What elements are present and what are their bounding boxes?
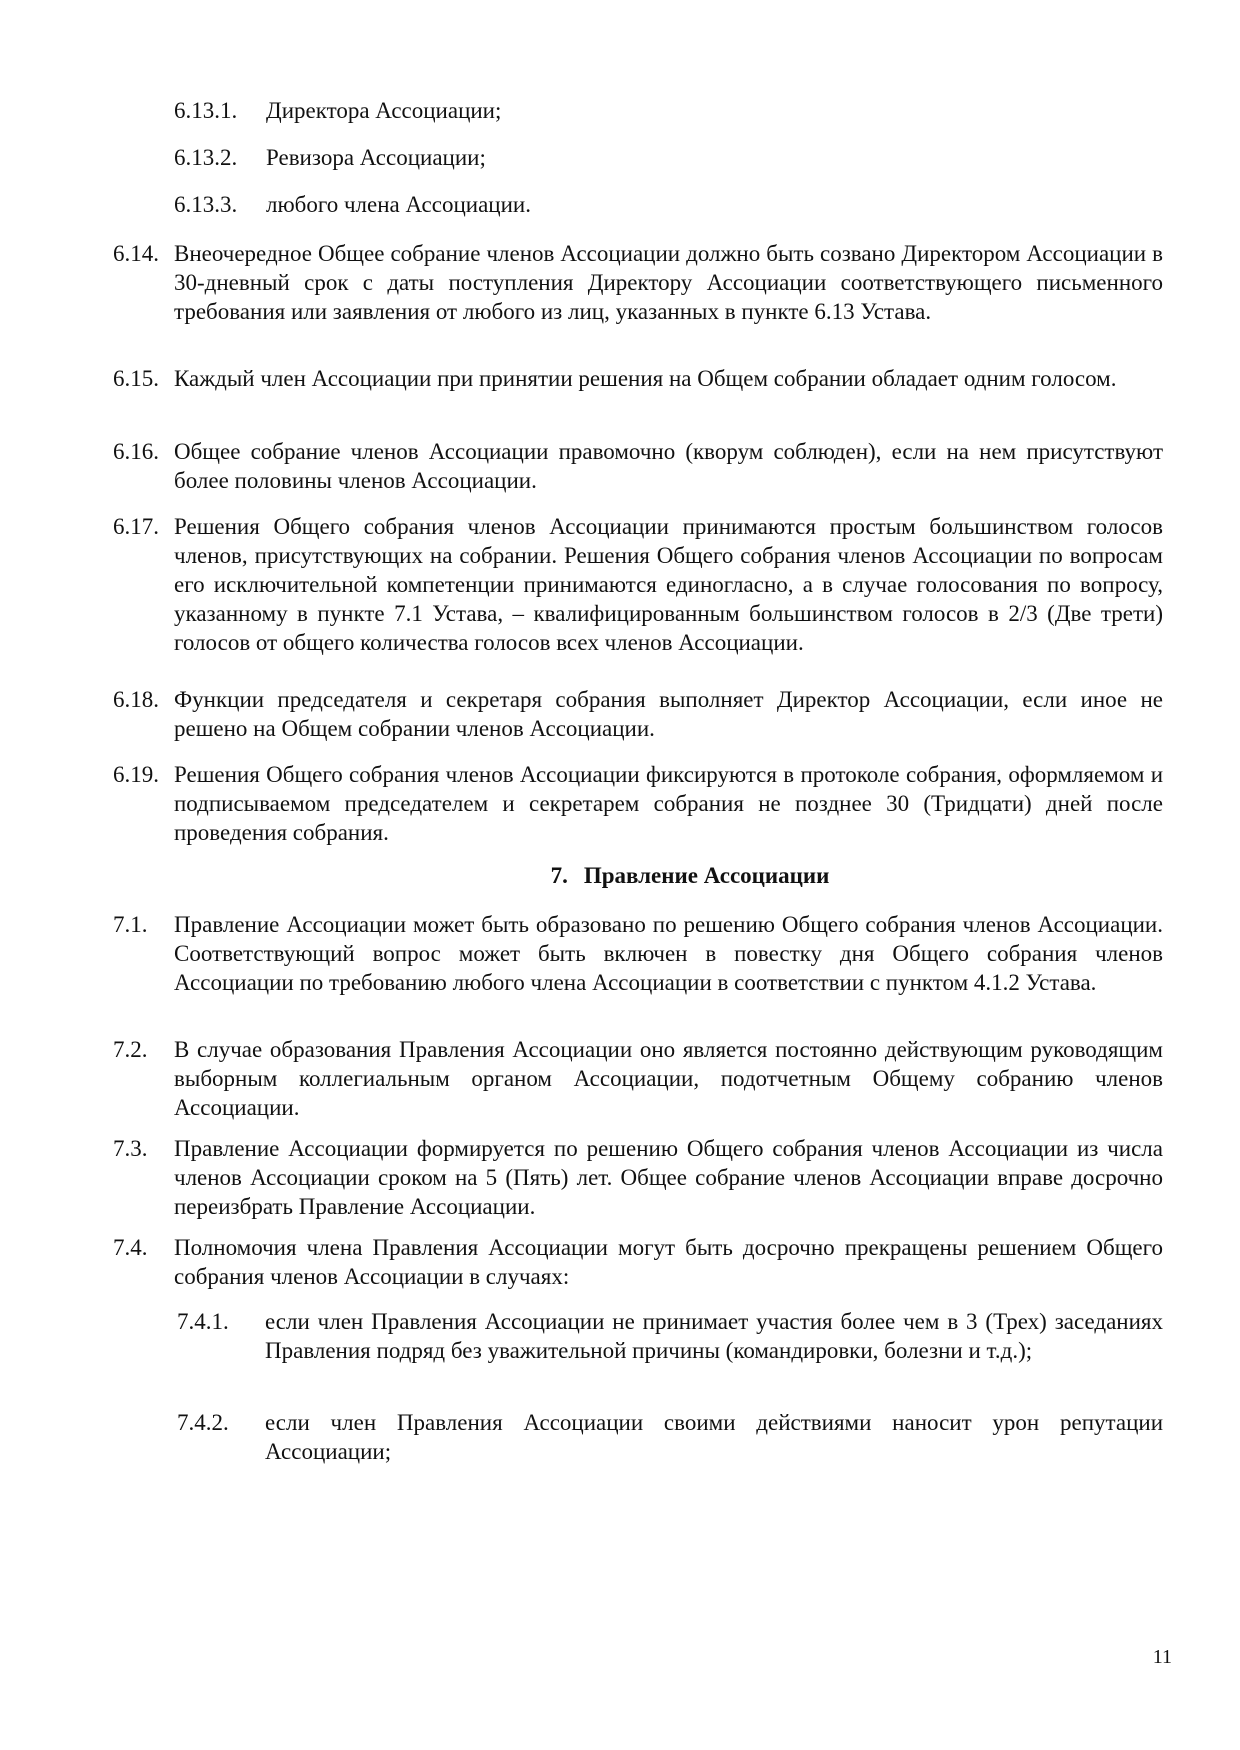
item-number: 7.2. [113,1037,148,1062]
item-number: 7.4.1. [177,1309,229,1334]
item-text: если член Правления Ассоциации не принимает участия более чем в 3 (Трех) заседаниях Правления подряд без уважительной причины (командировки, болезни и т.д.); [265,1309,1163,1363]
sub-item-6-13-3 [174,190,1174,219]
item-6-16 [113,437,1163,495]
item-text: если член Правления Ассоциации своими действиями наносит урон репутации Ассоциации; [265,1410,1163,1464]
sub-item-7-4-1 [177,1307,1163,1365]
item-text: Решения Общего собрания членов Ассоциации принимаются простым большинством голосов членов, присутствующих на собрании. Решения Общего собрания членов Ассоциации по вопросам его исключительной компетенции принимаются единогласно, а в случае голосования по вопросу, указанному в пункте 7.1 Устава, – квалифицированным большинством голосов в 2/3 (Две трети) голосов от общего количества голосов всех членов Ассоциации. [174,514,1163,655]
item-7-1 [113,910,1163,997]
item-text: Решения Общего собрания членов Ассоциации фиксируются в протоколе собрания, оформляемом и подписываемом председателем и секретарем собрания не позднее 30 (Тридцати) дней после проведения собрания. [174,762,1163,845]
sub-item-6-13-1 [174,96,1174,125]
item-number: 6.13.1. [174,98,238,123]
item-7-4 [113,1233,1163,1291]
item-text: Полномочия члена Правления Ассоциации могут быть досрочно прекращены решением Общего собрания членов Ассоциации в случаях: [174,1235,1163,1289]
item-text: Каждый член Ассоциации при принятии решения на Общем собрании обладает одним голосом. [174,366,1117,391]
item-number: 6.18. [113,687,159,712]
item-number: 6.16. [113,439,159,464]
item-number: 6.19. [113,762,159,787]
sub-item-7-4-2 [177,1408,1163,1466]
item-6-14 [113,239,1163,326]
sub-item-6-13-2 [174,143,1174,172]
item-number: 6.13.2. [174,145,238,170]
item-6-15 [113,364,1163,393]
item-number: 6.14. [113,241,159,266]
section-number: 7. [550,863,568,888]
section-title: Правление Ассоциации [583,863,830,888]
item-number: 6.13.3. [174,192,238,217]
item-number: 6.17. [113,514,159,539]
item-text: Внеочередное Общее собрание членов Ассоциации должно быть созвано Директором Ассоциации в 30-дневный срок с даты поступления Директору Ассоциации соответствующего письменного требования или заявления от любого из лиц, указанных в пункте 6.13 Устава. [174,241,1163,324]
item-text: Ревизора Ассоциации; [266,145,486,170]
item-7-2 [113,1035,1163,1122]
item-text: Правление Ассоциации может быть образовано по решению Общего собрания членов Ассоциации. Соответствующий вопрос может быть включен в повестку дня Общего собрания членов Ассоциации по требованию любого члена Ассоциации в соответствии с пунктом 4.1.2 Устава. [174,912,1163,995]
item-7-3 [113,1134,1163,1221]
item-6-17 [113,512,1163,657]
item-number: 7.4.2. [177,1410,229,1435]
item-text: Функции председателя и секретаря собрания выполняет Директор Ассоциации, если иное не решено на Общем собрании членов Ассоциации. [174,687,1163,741]
item-text: любого члена Ассоциации. [266,192,531,217]
page-number: 11 [1152,1646,1172,1668]
item-number: 7.1. [113,912,148,937]
item-6-19 [113,760,1163,847]
section-heading [0,861,1240,890]
item-text: Правление Ассоциации формируется по решению Общего собрания членов Ассоциации из числа членов Ассоциации сроком на 5 (Пять) лет. Общее собрание членов Ассоциации вправе досрочно переизбрать Правление Ассоциации. [174,1136,1163,1219]
item-text: Директора Ассоциации; [266,98,502,123]
item-6-18 [113,685,1163,743]
item-number: 7.4. [113,1235,148,1260]
item-text: Общее собрание членов Ассоциации правомочно (кворум соблюден), если на нем присутствуют более половины членов Ассоциации. [174,439,1163,493]
item-number: 7.3. [113,1136,148,1161]
item-text: В случае образования Правления Ассоциации оно является постоянно действующим руководящим выборным коллегиальным органом Ассоциации, подотчетным Общему собранию членов Ассоциации. [174,1037,1163,1120]
item-number: 6.15. [113,366,159,391]
